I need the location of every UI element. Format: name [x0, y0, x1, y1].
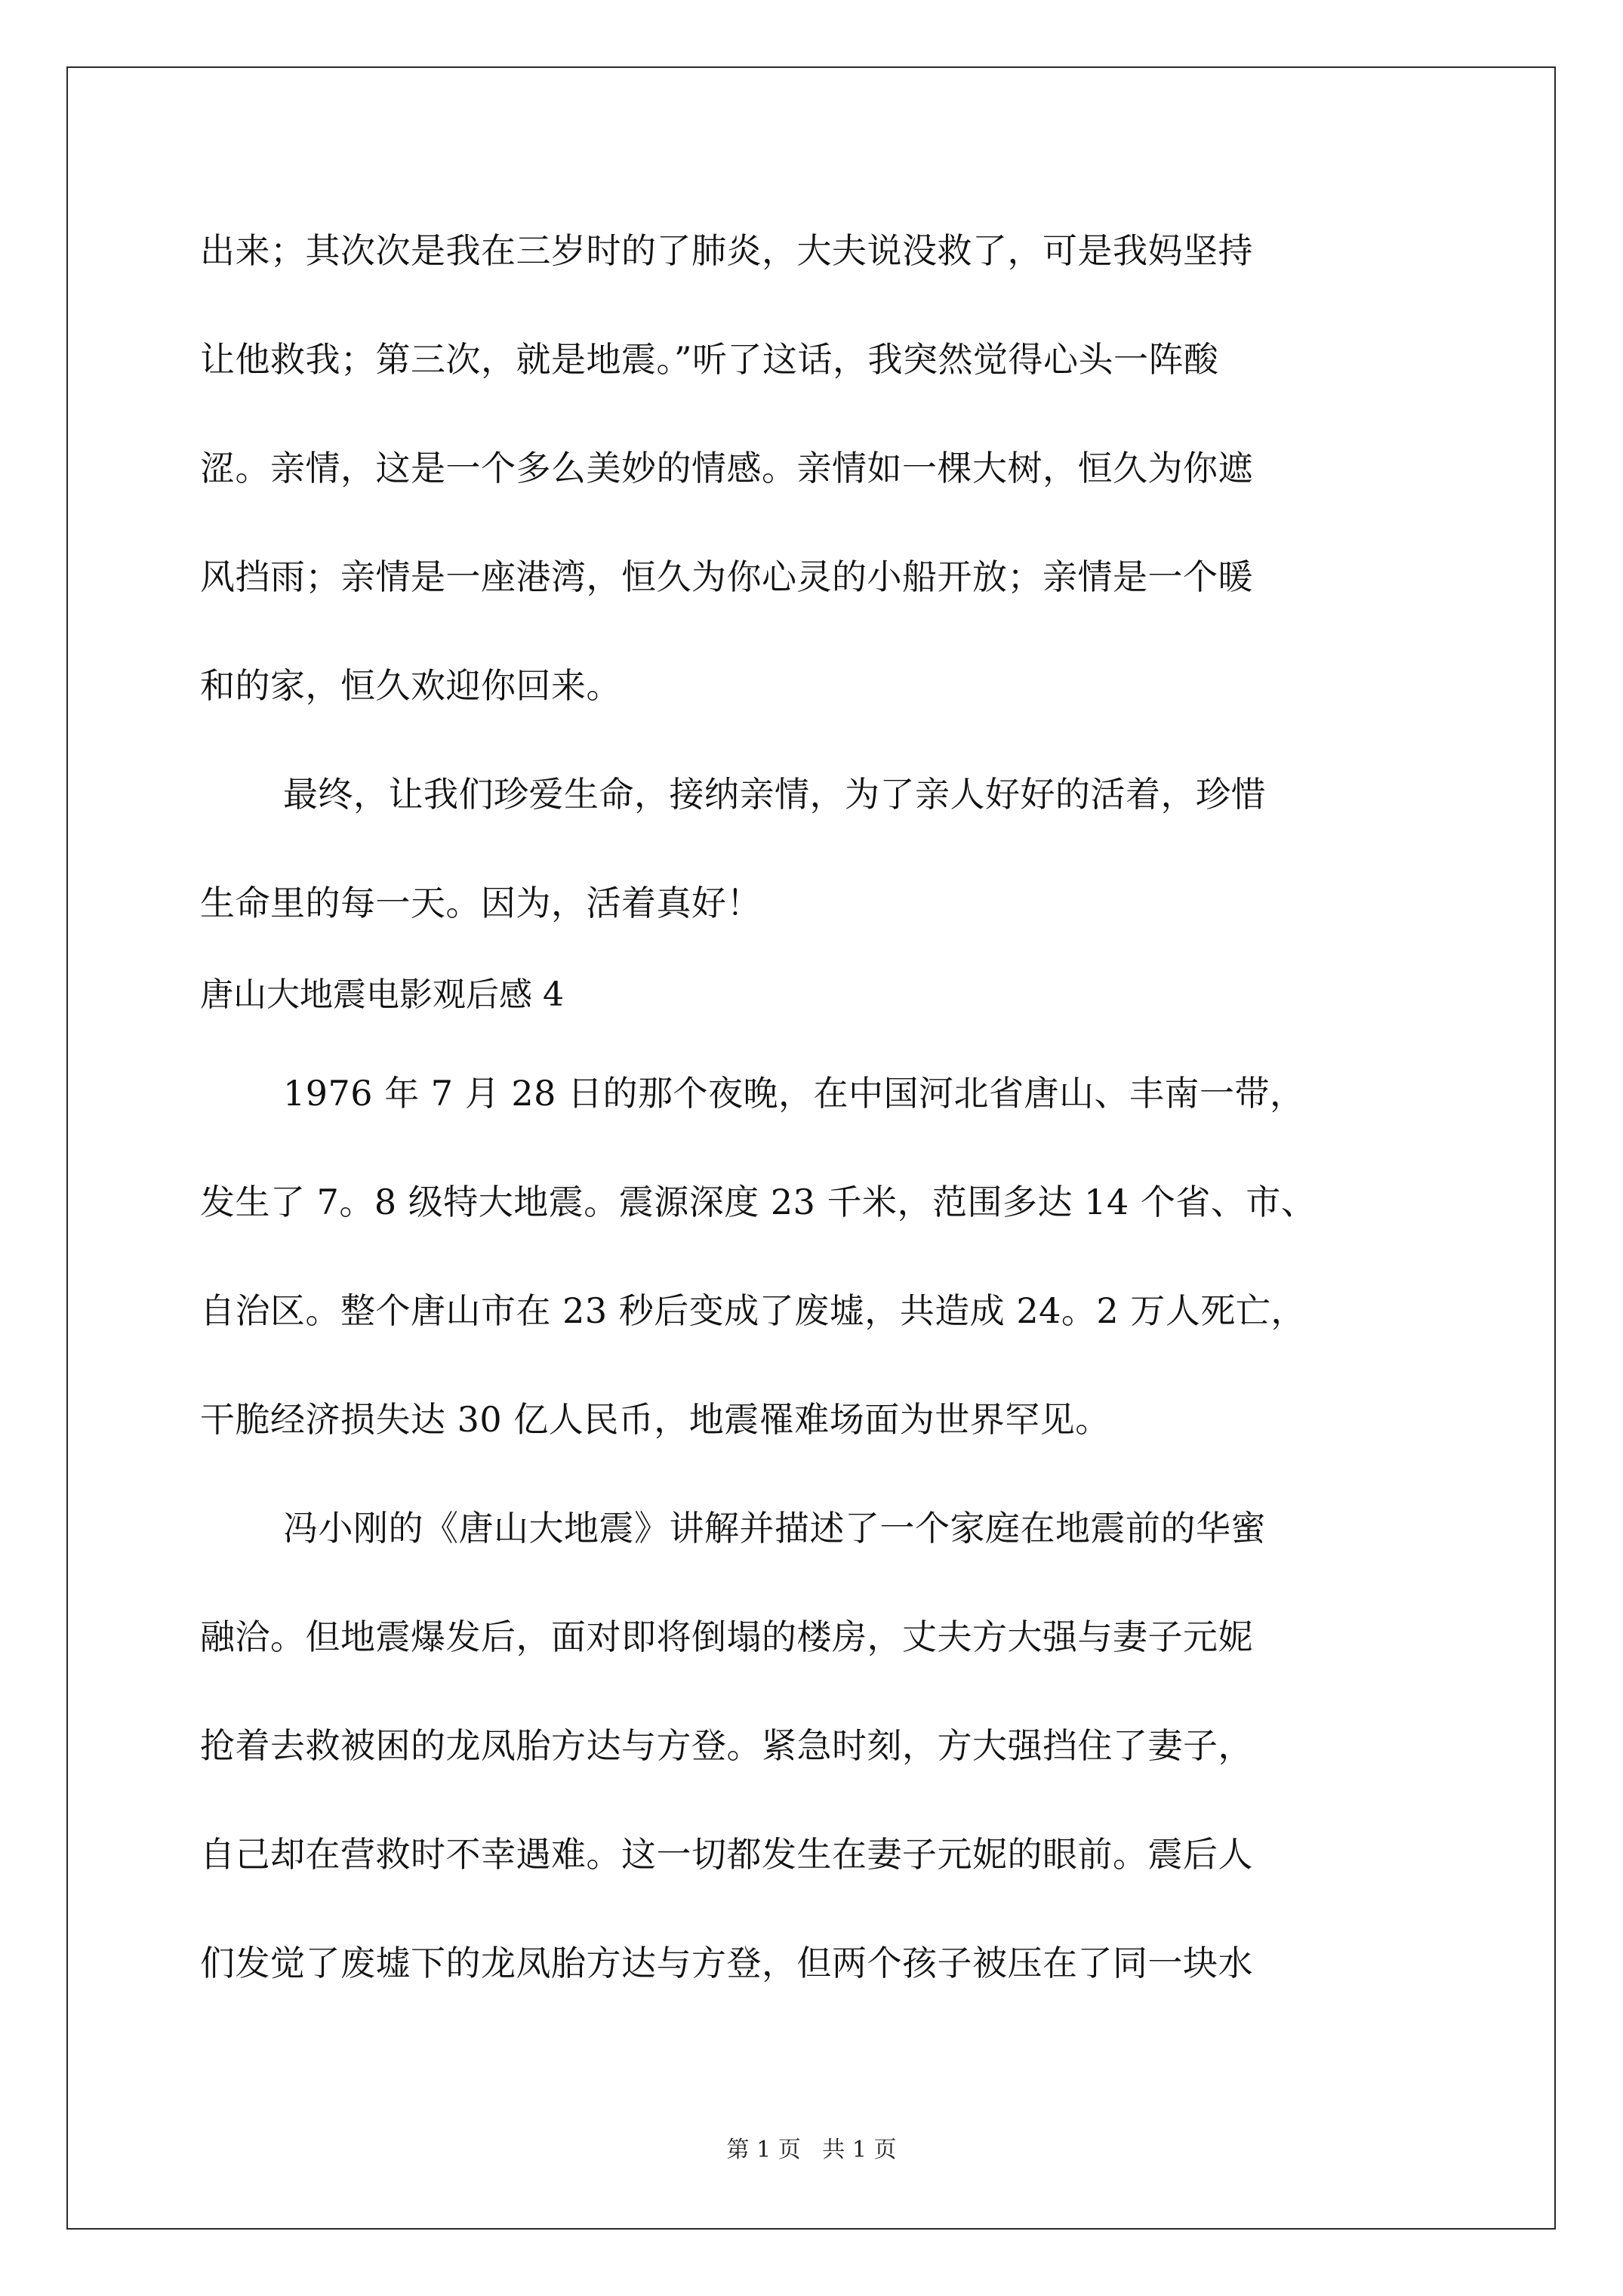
body-line: 最终，让我们珍爱生命，接纳亲情，为了亲人好好的活着，珍惜 [283, 774, 1266, 815]
body-line: 发生了 7。8 级特大地震。震源深度 23 千米，范围多达 14 个省、市、 [200, 1182, 1317, 1222]
body-line: 和的家，恒久欢迎你回来。 [200, 665, 621, 706]
body-line: 自治区。整个唐山市在 23 秒后变成了废墟，共造成 24。2 万人死亡， [200, 1290, 1306, 1331]
body-line: 让他救我；第三次，就是地震。”听了这话，我突然觉得心头一阵酸 [200, 339, 1219, 380]
body-line: 风挡雨；亲情是一座港湾，恒久为你心灵的小船开放；亲情是一个暖 [200, 556, 1253, 597]
body-line: 干脆经济损失达 30 亿人民币，地震罹难场面为世界罕见。 [200, 1399, 1110, 1440]
body-line: 自己却在营救时不幸遇难。这一切都发生在妻子元妮的眼前。震后人 [200, 1834, 1253, 1875]
section-heading: 唐山大地震电影观后感 4 [200, 975, 564, 1014]
body-line: 们发觉了废墟下的龙凤胎方达与方登，但两个孩子被压在了同一块水 [200, 1943, 1253, 1983]
body-line: 冯小刚的《唐山大地震》讲解并描述了一个家庭在地震前的华蜜 [283, 1508, 1266, 1549]
body-line: 融洽。但地震爆发后，面对即将倒塌的楼房，丈夫方大强与妻子元妮 [200, 1616, 1253, 1657]
body-line: 抢着去救被困的龙凤胎方达与方登。紧急时刻，方大强挡住了妻子， [200, 1725, 1253, 1766]
body-line: 出来；其次次是我在三岁时的了肺炎，大夫说没救了，可是我妈坚持 [200, 230, 1253, 271]
page-border [66, 66, 1556, 2230]
body-line: 涩。亲情，这是一个多么美妙的情感。亲情如一棵大树，恒久为你遮 [200, 448, 1253, 488]
body-line: 1976 年 7 月 28 日的那个夜晚，在中国河北省唐山、丰南一带， [283, 1073, 1305, 1114]
page-footer: 第 1 页 共 1 页 [726, 2137, 897, 2163]
body-line: 生命里的每一天。因为，活着真好！ [200, 883, 762, 923]
